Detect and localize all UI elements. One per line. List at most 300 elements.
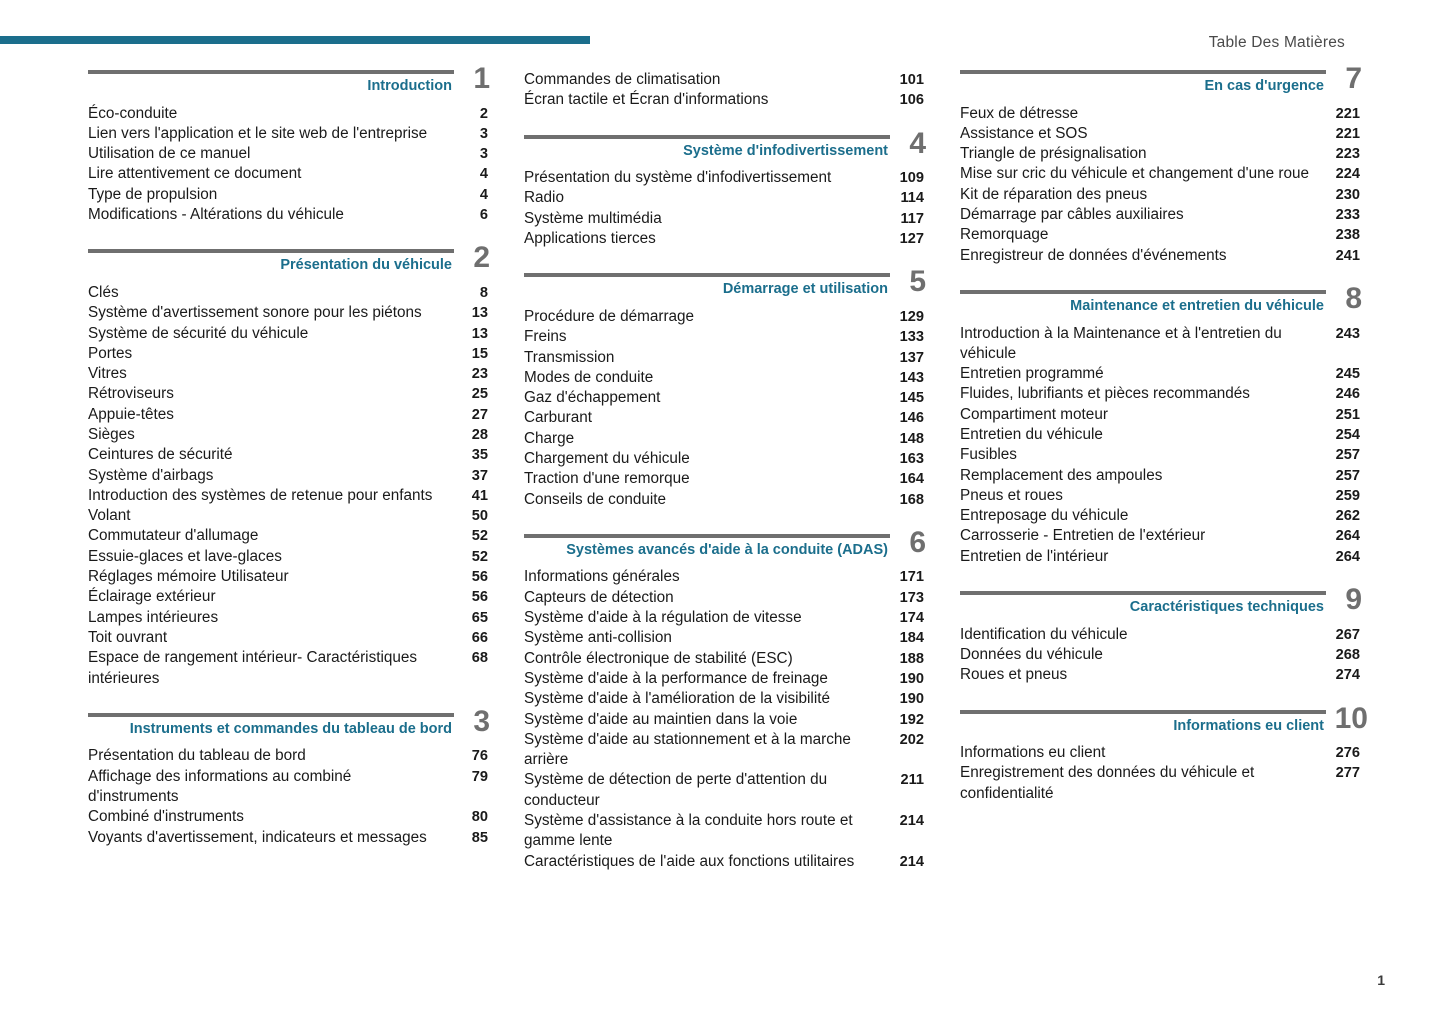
toc-entry-label: Capteurs de détection: [524, 588, 674, 606]
toc-entry-page: 8: [479, 284, 488, 301]
section-title[interactable]: Système d'infodivertissement: [683, 142, 888, 159]
toc-column: [960, 62, 1368, 896]
toc-entry-label: Entretien programmé: [960, 365, 1104, 383]
section-title[interactable]: En cas d'urgence: [1204, 78, 1324, 94]
toc-entry[interactable]: [960, 144, 1360, 164]
toc-entry-label: Ceintures de sécurité: [88, 446, 233, 464]
toc-entry[interactable]: [88, 303, 488, 323]
toc-entry[interactable]: [524, 188, 924, 208]
section-number: 6: [909, 525, 926, 559]
toc-entry-label: Éco-conduite: [88, 104, 178, 122]
toc-entry-label: Assistance et SOS: [960, 124, 1088, 142]
section-divider: [960, 710, 1326, 714]
toc-entry[interactable]: [960, 324, 1360, 365]
toc-entry-label: Modes de conduite: [524, 368, 654, 386]
toc-entry[interactable]: [524, 70, 924, 90]
toc-entry-page: 221: [1335, 105, 1360, 122]
toc-entry[interactable]: [88, 828, 488, 848]
toc-entry[interactable]: [960, 246, 1360, 266]
toc-entry-label: Transmission: [524, 348, 615, 366]
toc-entry-page: 190: [899, 670, 924, 687]
toc-entry[interactable]: [88, 164, 488, 184]
toc-entry[interactable]: [524, 490, 924, 510]
toc-entry-label: Essuie-glaces et lave-glaces: [88, 547, 282, 565]
toc-entry-page: 35: [471, 447, 488, 464]
section-divider: [88, 70, 454, 74]
toc-entry-page: 267: [1335, 626, 1360, 643]
toc-entry[interactable]: [88, 608, 488, 628]
toc-entry-page: 190: [899, 691, 924, 708]
toc-entry[interactable]: [960, 743, 1360, 763]
toc-entry[interactable]: [960, 486, 1360, 506]
toc-entry-page: 28: [471, 426, 488, 443]
toc-entry-label: Affichage des informations au combiné d'instruments: [88, 767, 352, 805]
toc-entry-page: 65: [471, 609, 488, 626]
toc-entry[interactable]: [524, 209, 924, 229]
section-title[interactable]: Présentation du véhicule: [280, 257, 452, 274]
section-divider: [960, 290, 1326, 294]
toc-entry-page: 202: [899, 731, 924, 748]
toc-entry[interactable]: [960, 506, 1360, 526]
toc-entry-label: Introduction des systèmes de retenue pour enfants: [88, 486, 433, 504]
toc-entry-label: Commandes de climatisation: [524, 71, 721, 88]
toc-entry[interactable]: [960, 763, 1360, 804]
section-header: [960, 583, 1362, 618]
section-header: [960, 701, 1368, 737]
section-divider: [524, 273, 890, 277]
toc-entry[interactable]: [524, 852, 924, 872]
toc-entry-label: Lampes intérieures: [88, 608, 219, 626]
toc-entry-label: Traction d'une remorque: [524, 470, 690, 488]
toc-entry-page: 214: [899, 853, 924, 870]
toc-entry[interactable]: [88, 445, 488, 465]
toc-section: [88, 704, 490, 848]
toc-section: [960, 583, 1362, 685]
toc-entry-page: 221: [1335, 125, 1360, 142]
toc-entry-page: 184: [899, 630, 924, 647]
toc-entry-label: Entreposage du véhicule: [960, 507, 1129, 525]
section-number: 4: [909, 126, 926, 160]
toc-entry-label: Éclairage extérieur: [88, 588, 216, 606]
toc-entry-label: Présentation du tableau de bord: [88, 747, 306, 765]
toc-entry-page: 164: [899, 471, 924, 488]
toc-entry-page: 114: [900, 190, 924, 207]
toc-entry[interactable]: [524, 669, 924, 689]
toc-entry-label: Présentation du système d'infodivertissement: [524, 169, 832, 187]
toc-entry-label: Clés: [88, 283, 119, 301]
section-divider: [524, 135, 890, 139]
toc-entry-label: Combiné d'instruments: [88, 808, 244, 826]
toc-entry-label: Gaz d'échappement: [524, 389, 661, 407]
toc-entry-page: 259: [1335, 487, 1360, 504]
toc-entry-page: 25: [471, 386, 488, 403]
toc-entry-page: 4: [479, 166, 488, 183]
toc-entry-page: 257: [1335, 467, 1360, 484]
toc-entry[interactable]: [960, 526, 1360, 546]
toc-entry-label: Démarrage par câbles auxiliaires: [960, 206, 1184, 224]
toc-entry[interactable]: [88, 567, 488, 587]
toc-entry-page: 245: [1335, 366, 1360, 383]
toc-entry-page: 117: [900, 210, 924, 227]
toc-entry-label: Système d'airbags: [88, 466, 214, 484]
toc-entry-page: 109: [899, 170, 924, 187]
toc-entry-page: 13: [471, 325, 488, 342]
toc-entry-label: Espace de rangement intérieur- Caractéristiques intérieures: [88, 649, 418, 687]
toc-entry-page: 192: [899, 711, 924, 728]
toc-entry-group: [960, 743, 1360, 804]
toc-section: [88, 62, 490, 225]
toc-columns: [88, 62, 1368, 896]
section-header: [524, 525, 926, 561]
toc-entry-label: Introduction à la Maintenance et à l'entretien du véhicule: [960, 324, 1282, 362]
footer-page-number: 1: [1377, 972, 1385, 988]
toc-entry[interactable]: [524, 229, 924, 249]
toc-entry-label: Système d'aide à la performance de freinage: [524, 669, 828, 687]
toc-entry-page: 163: [899, 450, 924, 467]
toc-entry-page: 264: [1335, 548, 1360, 565]
toc-entry[interactable]: [88, 324, 488, 344]
toc-entry[interactable]: [960, 205, 1360, 225]
section-header: [88, 241, 490, 276]
toc-entry-label: Fluides, lubrifiants et pièces recommandés: [960, 385, 1250, 403]
toc-entry-label: Système de détection de perte d'attention du conducteur: [524, 771, 828, 809]
toc-section: [960, 701, 1368, 804]
toc-entry-page: 145: [899, 390, 924, 407]
section-title[interactable]: Informations eu client: [1173, 717, 1324, 734]
toc-entry[interactable]: [524, 388, 924, 408]
toc-entry[interactable]: [88, 628, 488, 648]
toc-entry-label: Utilisation de ce manuel: [88, 145, 251, 163]
toc-entry-page: 148: [899, 430, 924, 447]
toc-entry-page: 254: [1335, 426, 1360, 443]
toc-entry[interactable]: [88, 425, 488, 445]
toc-entry-label: Carburant: [524, 409, 593, 427]
toc-entry[interactable]: [960, 425, 1360, 445]
toc-entry-label: Triangle de présignalisation: [960, 145, 1147, 163]
toc-entry-group: [524, 70, 924, 111]
section-header: [88, 704, 490, 740]
toc-entry-label: Système d'aide au stationnement et à la marche arrière: [524, 730, 851, 769]
toc-entry-label: Voyants d'avertissement, indicateurs et messages: [88, 828, 427, 846]
toc-entry-page: 243: [1335, 325, 1360, 342]
toc-entry-label: Lire attentivement ce document: [88, 165, 302, 183]
toc-entry[interactable]: [88, 124, 488, 144]
toc-entry-page: 76: [471, 748, 488, 765]
toc-entry-page: 68: [471, 650, 488, 667]
toc-entry[interactable]: [88, 648, 488, 689]
toc-entry-page: 106: [899, 92, 924, 109]
toc-entry[interactable]: [960, 466, 1360, 486]
toc-entry[interactable]: [960, 124, 1360, 144]
section-number: 1: [473, 62, 490, 95]
toc-entry[interactable]: [524, 567, 924, 587]
toc-entry[interactable]: [88, 547, 488, 567]
toc-entry-label: Type de propulsion: [88, 185, 218, 203]
toc-entry-page: 241: [1335, 247, 1360, 264]
toc-entry-label: Réglages mémoire Utilisateur: [88, 568, 289, 586]
toc-entry[interactable]: [524, 449, 924, 469]
toc-entry[interactable]: [88, 587, 488, 607]
toc-entry-label: Entretien de l'intérieur: [960, 547, 1109, 565]
toc-entry-page: 56: [471, 589, 488, 606]
toc-entry-label: Enregistrement des données du véhicule et confidentialité: [960, 764, 1255, 802]
toc-entry[interactable]: [960, 185, 1360, 205]
toc-entry-label: Procédure de démarrage: [524, 307, 695, 325]
section-number: 10: [1334, 701, 1368, 735]
toc-column: [88, 62, 490, 896]
toc-entry[interactable]: [960, 547, 1360, 567]
toc-entry[interactable]: [524, 689, 924, 709]
toc-entry-label: Remorquage: [960, 226, 1049, 244]
toc-entry[interactable]: [524, 408, 924, 428]
toc-entry-label: Compartiment moteur: [960, 405, 1108, 423]
toc-entry[interactable]: [524, 730, 924, 771]
toc-entry[interactable]: [88, 486, 488, 506]
toc-entry-page: 173: [899, 589, 924, 606]
toc-entry-page: 276: [1335, 745, 1360, 762]
toc-entry-group: [960, 625, 1360, 686]
toc-entry[interactable]: [524, 710, 924, 730]
section-header: [524, 126, 926, 162]
toc-entry-page: 15: [471, 345, 488, 362]
section-title[interactable]: Maintenance et entretien du véhicule: [1070, 297, 1324, 314]
toc-entry-page: 168: [899, 491, 924, 508]
toc-entry-label: Fusibles: [960, 446, 1017, 464]
toc-entry[interactable]: [88, 185, 488, 205]
header-accent-bar: [0, 36, 590, 44]
toc-entry-label: Pneus et roues: [960, 486, 1063, 504]
toc-entry-label: Système d'avertissement sonore pour les piétons: [88, 304, 422, 322]
toc-entry-label: Contrôle électronique de stabilité (ESC): [524, 649, 793, 667]
toc-entry-label: Informations eu client: [960, 744, 1106, 762]
toc-section: [524, 126, 926, 250]
toc-entry[interactable]: [88, 344, 488, 364]
toc-entry-page: 246: [1335, 386, 1360, 403]
toc-entry-page: 174: [899, 610, 924, 627]
toc-entry-label: Feux de détresse: [960, 104, 1079, 122]
toc-entry[interactable]: [960, 364, 1360, 384]
section-title[interactable]: Démarrage et utilisation: [722, 281, 888, 298]
section-divider: [524, 534, 890, 538]
toc-entry-page: 224: [1335, 166, 1360, 183]
section-divider: [960, 591, 1326, 595]
toc-entry-label: Système multimédia: [524, 209, 662, 227]
toc-entry-group: [960, 104, 1360, 266]
toc-entry-page: 230: [1335, 186, 1360, 203]
toc-entry-page: 262: [1335, 508, 1360, 525]
toc-entry[interactable]: [524, 469, 924, 489]
toc-section: [960, 281, 1362, 567]
toc-entry[interactable]: [524, 429, 924, 449]
toc-entry-label: Toit ouvrant: [88, 628, 168, 646]
toc-entry-label: Identification du véhicule: [960, 625, 1128, 643]
toc-entry-page: 41: [471, 487, 488, 504]
toc-entry[interactable]: [524, 307, 924, 327]
toc-entry-page: 37: [471, 467, 488, 484]
toc-entry-page: 264: [1335, 528, 1360, 545]
toc-entry[interactable]: [88, 384, 488, 404]
toc-entry-label: Informations générales: [524, 568, 680, 586]
toc-entry-page: 85: [471, 829, 488, 846]
toc-entry-page: 143: [899, 369, 924, 386]
toc-entry-page: 129: [899, 308, 924, 325]
toc-entry-label: Mise sur cric du véhicule et changement d'une roue: [960, 165, 1309, 183]
toc-entry[interactable]: [960, 384, 1360, 404]
toc-entry[interactable]: [524, 628, 924, 648]
section-number: 3: [473, 704, 490, 738]
toc-entry-group: [524, 168, 924, 249]
toc-entry[interactable]: [88, 506, 488, 526]
toc-entry-label: Vitres: [88, 365, 127, 383]
toc-entry-page: 4: [479, 186, 488, 203]
toc-entry-page: 133: [899, 329, 924, 346]
page-title: Table Des Matières: [1208, 34, 1345, 51]
toc-entry-label: Système d'aide à l'amélioration de la visibilité: [524, 690, 830, 708]
toc-entry-group: [960, 324, 1360, 568]
toc-entry[interactable]: [88, 364, 488, 384]
toc-entry[interactable]: [524, 811, 924, 852]
toc-entry-label: Appuie-têtes: [88, 405, 174, 423]
toc-entry[interactable]: [960, 645, 1360, 665]
toc-entry-page: 127: [899, 231, 924, 248]
toc-entry[interactable]: [88, 144, 488, 164]
toc-entry-page: 23: [471, 366, 488, 383]
toc-entry[interactable]: [524, 608, 924, 628]
toc-entry-page: 268: [1335, 646, 1360, 663]
toc-entry-label: Rétroviseurs: [88, 385, 174, 403]
toc-entry-label: Radio: [524, 189, 564, 207]
toc-entry[interactable]: [524, 348, 924, 368]
toc-entry-label: Freins: [524, 328, 567, 346]
toc-entry-label: Kit de réparation des pneus: [960, 185, 1148, 203]
toc-entry-label: Système de sécurité du véhicule: [88, 324, 309, 342]
toc-entry[interactable]: [960, 405, 1360, 425]
toc-entry[interactable]: [524, 368, 924, 388]
toc-entry[interactable]: [960, 445, 1360, 465]
toc-entry-label: Commutateur d'allumage: [88, 527, 259, 545]
toc-entry-group: [88, 746, 488, 847]
toc-entry[interactable]: [524, 327, 924, 347]
toc-entry-label: Caractéristiques de l'aide aux fonctions utilitaires: [524, 852, 855, 870]
toc-entry[interactable]: [88, 526, 488, 546]
section-divider: [960, 70, 1326, 74]
toc-entry[interactable]: [88, 767, 488, 808]
toc-entry-label: Écran tactile et Écran d'informations: [524, 91, 769, 109]
section-number: 7: [1345, 62, 1362, 95]
toc-entry-page: 257: [1335, 447, 1360, 464]
toc-section: [88, 241, 490, 689]
toc-entry-label: Roues et pneus: [960, 666, 1068, 684]
toc-entry-group: [524, 307, 924, 510]
section-number: 8: [1345, 281, 1362, 315]
toc-entry-label: Enregistreur de données d'événements: [960, 246, 1227, 264]
toc-entry[interactable]: [524, 770, 924, 811]
toc-section: [524, 265, 926, 510]
toc-entry-page: 52: [471, 548, 488, 565]
toc-entry[interactable]: [88, 807, 488, 827]
toc-entry-page: 251: [1335, 406, 1360, 423]
toc-entry-page: 80: [471, 809, 488, 826]
toc-entry-group: [88, 283, 488, 689]
section-number: 2: [473, 241, 490, 275]
toc-entry-label: Chargement du véhicule: [524, 449, 690, 467]
toc-entry[interactable]: [88, 405, 488, 425]
toc-section: [960, 62, 1362, 266]
toc-section: [524, 525, 926, 872]
toc-entry-label: Système d'aide au maintien dans la voie: [524, 710, 798, 728]
toc-entry-page: 101: [899, 72, 924, 88]
toc-entry-page: 56: [471, 569, 488, 586]
toc-entry[interactable]: [88, 205, 488, 225]
toc-entry[interactable]: [524, 168, 924, 188]
section-number: 9: [1345, 583, 1362, 617]
toc-entry[interactable]: [88, 466, 488, 486]
toc-entry[interactable]: [88, 283, 488, 303]
section-title[interactable]: Introduction: [367, 78, 452, 94]
section-title[interactable]: Instruments et commandes du tableau de bord: [129, 720, 452, 737]
toc-entry-label: Conseils de conduite: [524, 490, 667, 508]
toc-entry-page: 3: [479, 146, 488, 163]
toc-entry-page: 2: [479, 105, 488, 122]
toc-entry-label: Système d'assistance à la conduite hors route et gamme lente: [524, 812, 853, 850]
toc-entry-label: Lien vers l'application et le site web de l'entreprise: [88, 124, 428, 142]
toc-entry[interactable]: [524, 649, 924, 669]
toc-entry[interactable]: [88, 104, 488, 124]
toc-entry-page: 211: [900, 772, 924, 789]
section-divider: [88, 249, 454, 253]
section-header: [960, 62, 1362, 97]
toc-entry[interactable]: [960, 625, 1360, 645]
toc-entry[interactable]: [88, 746, 488, 766]
toc-entry[interactable]: [524, 90, 924, 110]
section-header: [88, 62, 490, 97]
toc-entry-label: Charge: [524, 429, 575, 447]
toc-entry-label: Système anti-collision: [524, 629, 672, 647]
toc-entry-label: Applications tierces: [524, 230, 656, 248]
toc-entry-page: 277: [1335, 765, 1360, 782]
section-divider: [88, 713, 454, 717]
toc-entry-page: 66: [471, 629, 488, 646]
toc-entry[interactable]: [960, 104, 1360, 124]
toc-entry-page: 214: [899, 813, 924, 829]
toc-entry-page: 188: [899, 650, 924, 667]
section-title[interactable]: Caractéristiques techniques: [1129, 599, 1324, 616]
section-header: [960, 281, 1362, 317]
toc-entry[interactable]: [960, 225, 1360, 245]
toc-entry[interactable]: [960, 665, 1360, 685]
toc-entry-page: 274: [1335, 667, 1360, 684]
toc-entry-group: [524, 567, 924, 871]
toc-entry-page: 146: [899, 410, 924, 427]
toc-entry-page: 52: [471, 528, 488, 545]
toc-entry-page: 137: [899, 349, 924, 366]
toc-entry-label: Carrosserie - Entretien de l'extérieur: [960, 527, 1206, 545]
toc-entry-page: 13: [471, 305, 488, 322]
toc-entry-label: Modifications - Altérations du véhicule: [88, 206, 344, 224]
toc-entry-label: Sièges: [88, 425, 135, 443]
toc-entry-label: Données du véhicule: [960, 645, 1103, 663]
toc-entry[interactable]: [524, 588, 924, 608]
toc-entry-label: Système d'aide à la régulation de vitesse: [524, 609, 802, 627]
toc-entry-page: 233: [1335, 207, 1360, 224]
section-number: 5: [909, 265, 926, 299]
toc-entry-page: 6: [479, 207, 488, 224]
toc-entry[interactable]: [960, 164, 1360, 184]
toc-entry-page: 79: [471, 768, 488, 785]
toc-entry-label: Portes: [88, 344, 133, 362]
toc-entry-page: 27: [471, 406, 488, 423]
section-title[interactable]: Systèmes avancés d'aide à la conduite (ADAS): [566, 541, 888, 558]
